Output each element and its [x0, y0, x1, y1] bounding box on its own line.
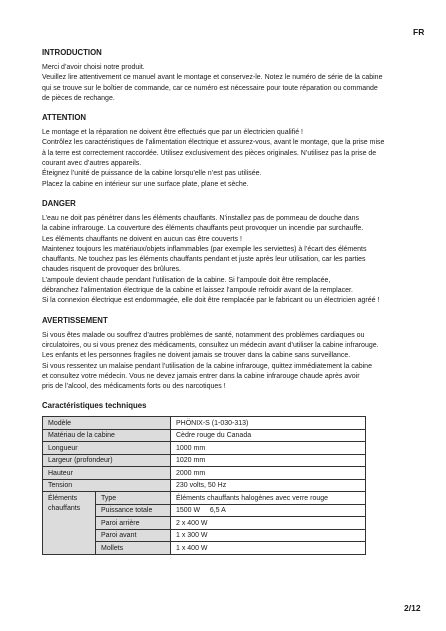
spec-value: PHÖNIX-S (1-030-313) [171, 417, 366, 430]
table-row [43, 417, 366, 430]
text-line: pris de l’alcool, des médicaments forts ou des narcotiques ! [42, 383, 226, 391]
text-line: de pièces de rechange. [42, 94, 115, 102]
introduction-section [42, 48, 428, 104]
table-row [43, 467, 366, 480]
text-line: qui se trouve sur le boîtier de commande, car ce numéro est nécessaire pour toute réparation ou commande [42, 84, 378, 92]
spec-value: Éléments chauffants halogènes avec verre rouge [171, 492, 366, 505]
text-line: Les éléments chauffants ne doivent en aucun cas être couverts ! [42, 235, 242, 243]
spec-value: 1 x 400 W [171, 542, 366, 555]
spec-label: Modèle [43, 417, 171, 430]
spec-label: Longueur [43, 442, 171, 455]
spec-sublabel: Puissance totale [96, 504, 171, 517]
text-line: la cabine infrarouge. La couverture des éléments chauffants peut provoquer un incendie par surchauffe. [42, 225, 364, 233]
spec-sublabel: Type [96, 492, 171, 505]
text-line: débranchez l’alimentation électrique de la cabine et laissez l’ampoule refroidir avant de la remplacer. [42, 287, 353, 295]
spec-value: 2 x 400 W [171, 517, 366, 530]
table-row [43, 442, 366, 455]
text-line: courant avec d’autres appareils. [42, 160, 142, 168]
text-line: Si la connexion électrique est endommagée, elle doit être remplacée par le fabricant ou un électricien agréé ! [42, 297, 380, 305]
text-line: Le montage et la réparation ne doivent être effectués que par un électricien qualifié ! [42, 129, 303, 137]
spec-sublabel: Paroi arrière [96, 517, 171, 530]
spec-sublabel: Paroi avant [96, 529, 171, 542]
text-line: chauffants. Ne touchez pas les éléments chauffants pendant et juste après leur utilisation, car les parties [42, 256, 366, 264]
text-line: Merci d’avoir choisi notre produit. [42, 64, 145, 71]
language-label: FR [413, 27, 425, 37]
avertissement-section [42, 316, 428, 393]
specs-section [42, 401, 428, 555]
spec-value: 2000 mm [171, 467, 366, 480]
text-line: Les enfants et les personnes fragiles ne doivent jamais se trouver dans la cabine sans surveillance. [42, 352, 351, 360]
text-line: chaudes risquent de provoquer des brûlures. [42, 266, 181, 274]
text-line: Éteignez l’unité de puissance de la cabine lorsqu’elle n’est pas utilisée. [42, 170, 262, 178]
attention-section [42, 113, 428, 190]
text-line: Veuillez lire attentivement ce manuel avant le montage et conservez-le. Notez le numéro de série de la cabine [42, 74, 383, 82]
spec-label: Largeur (profondeur) [43, 454, 171, 467]
table-row [43, 479, 366, 492]
danger-title: DANGER [42, 198, 76, 208]
table-row [43, 429, 366, 442]
text-line: à la terre est correctement raccordée. Utilisez exclusivement des pièces originales. N’utilisez pas la prise de [42, 149, 377, 157]
introduction-text [42, 63, 428, 104]
manual-content [42, 48, 428, 564]
avertissement-title: AVERTISSEMENT [42, 315, 108, 325]
text-line: Placez la cabine en intérieur sur une surface plate, plane et sèche. [42, 180, 249, 188]
specs-title: Caractéristiques techniques [42, 401, 147, 411]
table-row [43, 454, 366, 467]
spec-label: Hauteur [43, 467, 171, 480]
danger-text [42, 214, 428, 307]
spec-value: 1 x 300 W [171, 529, 366, 542]
text-line: circulatoires, ou si vous prenez des médicaments, consultez un médecin avant d’utiliser la cabine infrarouge. [42, 341, 379, 349]
text-line: Maintenez toujours les matériaux/objets inflammables (par exemple les serviettes) à l’écart des éléments [42, 245, 367, 253]
introduction-title: INTRODUCTION [42, 48, 102, 57]
spec-value: 1500 W 6,5 A [171, 504, 366, 517]
spec-sublabel: Mollets [96, 542, 171, 555]
avertissement-text [42, 331, 428, 393]
text-line: Contrôlez les caractéristiques de l’alimentation électrique et assurez-vous, avant le montage, que la prise mise [42, 139, 385, 147]
table-row [43, 492, 366, 505]
elements-label: Éléments chauffants [43, 492, 96, 555]
spec-value: Cèdre rouge du Canada [171, 429, 366, 442]
attention-text [42, 128, 428, 190]
text-line: L’eau ne doit pas pénétrer dans les éléments chauffants. N’installez pas de pommeau de douche dans [42, 214, 360, 222]
text-line: et consultez votre médecin. Vous ne devez jamais entrer dans la cabine infrarouge chaude après avoir [42, 372, 360, 380]
spec-value: 230 volts, 50 Hz [171, 479, 366, 492]
spec-label: Tension [43, 479, 171, 492]
spec-value: 1020 mm [171, 454, 366, 467]
page-number: 2/12 [404, 603, 421, 613]
attention-title: ATTENTION [42, 113, 87, 123]
text-line: Si vous ressentez un malaise pendant l’utilisation de la cabine infrarouge, quittez immédiatement la cabine [42, 362, 372, 370]
spec-value: 1000 mm [171, 442, 366, 455]
danger-section [42, 199, 428, 307]
spec-label: Matériau de la cabine [43, 429, 171, 442]
text-line: Si vous êtes malade ou souffrez d’autres problèmes de santé, notamment des problèmes cardiaques ou [42, 331, 365, 339]
text-line: L’ampoule devient chaude pendant l’utilisation de la cabine. Si l’ampoule doit être remplacée, [42, 276, 331, 284]
specs-table [42, 416, 366, 555]
